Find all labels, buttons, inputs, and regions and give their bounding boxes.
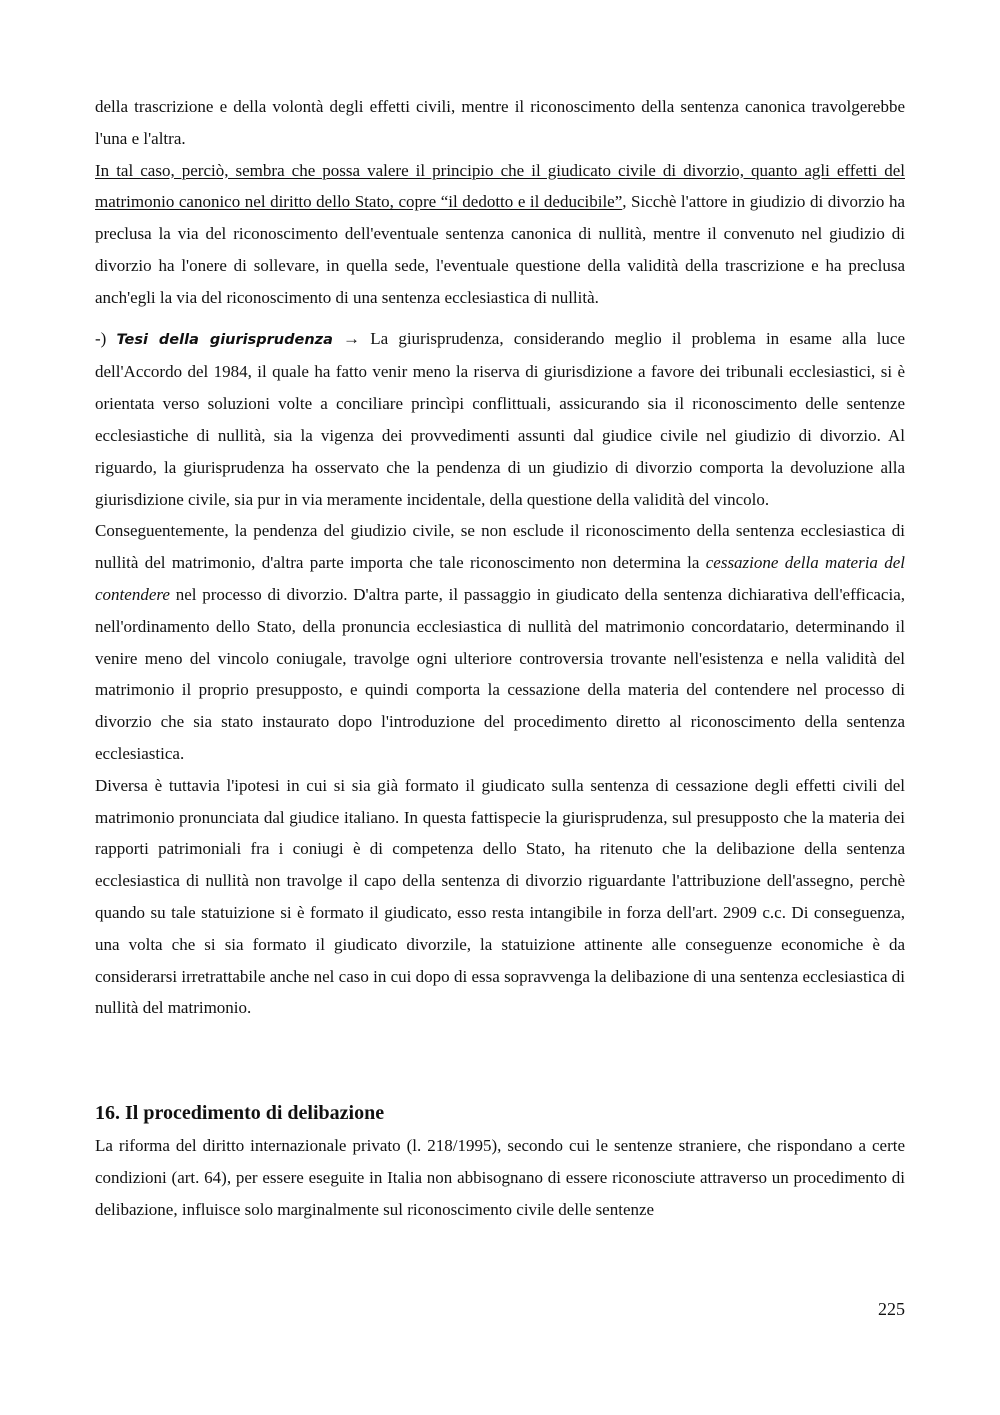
section-paragraph-1: La riforma del diritto internazionale privato (l. 218/1995), secondo cui le sentenze straniere, che rispondano a certe condizioni (art. 64), per essere eseguite in Italia non abbisognano di essere riconosciute attraverso un procedimento di delibazione, influisce solo marginalmente sul riconoscimento civile delle sentenze [95,1136,905,1219]
underlined-principle: In tal caso, perciò, sembra che possa valere il principio che il giudicato civile di divorzio, quanto agli effetti del matrimonio canonico nel diritto dello Stato, copre “il dedotto e il deducibile” [95,160,905,212]
page-content [95,91,905,1226]
thesis-label: Tesi della giurisprudenza [116,331,333,348]
paragraph-4-end: nel processo di divorzio. D'altra parte, il passaggio in giudicato della sentenza dichiarativa dell'efficacia, nell'ordinamento dello Stato, della pronuncia ecclesiastica di nullità del matrimonio concordatario, determinando il venire meno del vincolo coniugale, travolge ogni ulteriore controversia trovante nell'esistenza e nella validità del matrimonio il proprio presupposto, e quindi comporta la cessazione della materia del contendere nel processo di divorzio che sia stato instaurato dopo l'introduzione del procedimento diretto al riconoscimento della sentenza ecclesiastica. [95,584,905,763]
page-number: 225 [878,1299,905,1319]
paragraph-3-text: La giurisprudenza, considerando meglio il problema in esame alla luce dell'Accordo del 1984, il quale ha fatto venir meno la riserva di giurisdizione a favore dei tribunali ecclesiastici, si è orientata verso soluzioni volte a conciliare princìpi conflittuali, assicurando sia il riconoscimento delle sentenze ecclesiastiche di nullità, sia la vigenza dei provvedimenti assunti dal giudice civile nel giudizio di divorzio. Al riguardo, la giurisprudenza ha osservato che la pendenza di un giudizio di divorzio comporta la devoluzione alla giurisdizione civile, sia pur in via meramente incidentale, della questione della validità del vincolo. [95,328,906,509]
section-heading: 16. Il procedimento di delibazione [95,1102,385,1125]
arrow-icon: → [332,328,371,348]
list-dash: -) [95,328,117,348]
paragraph-4 [95,515,905,769]
paragraph-5: Diversa è tuttavia l'ipotesi in cui si sia già formato il giudicato sulla sentenza di cessazione degli effetti civili del matrimonio pronunciata dal giudice italiano. In questa fattispecie la giurisprudenza, sul presupposto che la materia dei rapporti patrimoniali fra i coniugi è di competenza dello Stato, ha ritenuto che la delibazione della sentenza ecclesiastica di nullità non travolge il capo della sentenza di divorzio riguardante l'attribuzione dell'assegno, perchè quando su tale statuizione si è formato il giudicato, esso resta intangibile in forza dell'art. 2909 c.c. Di conseguenza, una volta che si sia formato il giudicato divorzile, la statuizione attinente alle conseguenze economiche è da considerarsi irretrattabile anche nel caso in cui dopo di essa sopravvenga la delibazione di una sentenza ecclesiastica di nullità del matrimonio. [95,775,905,1018]
paragraph-3 [95,323,905,516]
paragraph-1: della trascrizione e della volontà degli effetti civili, mentre il riconoscimento della sentenza canonica travolgerebbe l'una e l'altra. [95,97,905,148]
paragraph-2-rest: , Sicchè l'attore in giudizio di divorzio ha preclusa la via del riconoscimento dell'eventuale sentenza canonica di nullità, mentre il convenuto nel giudizio di divorzio ha l'onere di sollevare, in quella sede, l'eventuale questione della validità della trascrizione e ha preclusa anch'egli la via del riconoscimento di una sentenza ecclesiastica di nullità. [95,192,905,307]
italic-term: cessazione della materia del contendere [95,553,906,604]
paragraph-4-start: Conseguentemente, la pendenza del giudizio civile, se non esclude il riconoscimento della sentenza ecclesiastica di nullità del matrimonio, d'altra parte importa che tale riconoscimento non determina la [95,521,905,573]
paragraph-2 [95,155,905,314]
